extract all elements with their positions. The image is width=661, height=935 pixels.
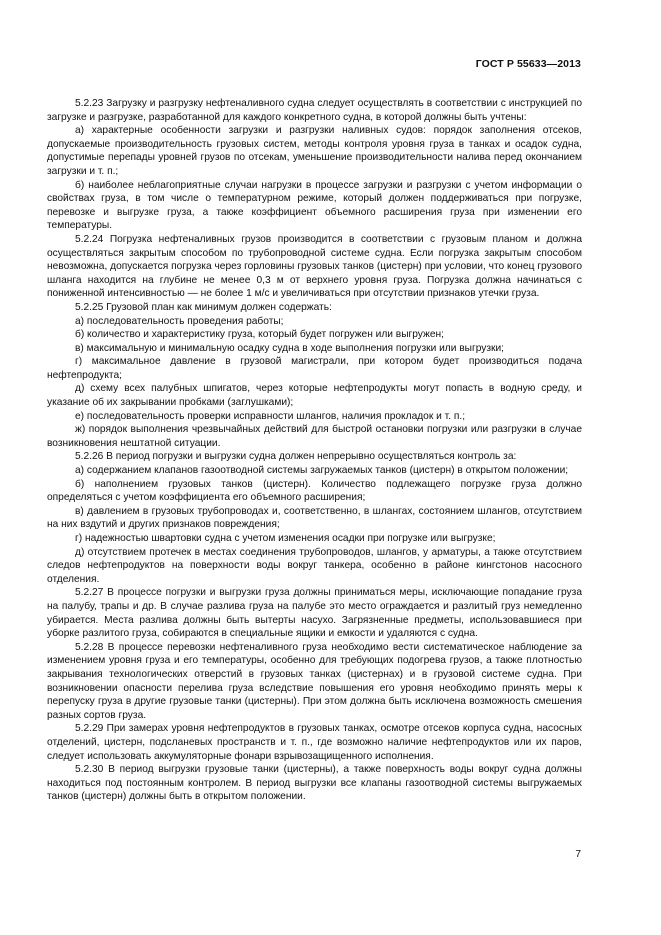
paragraph-5-2-26-d: д) отсутствием протечек в местах соединения трубопроводов, шлангов, у арматуры, а также отсутствием следов нефтепродуктов на поверхности воды вокруг танкера, особенно в районе кингстонов насосного отделения. <box>47 546 582 585</box>
paragraph-5-2-25-v: в) максимальную и минимальную осадку судна в ходе выполнения погрузки или выгрузки; <box>75 342 504 354</box>
paragraph-5-2-27: 5.2.27 В процессе погрузки и выгрузки груза должны приниматься меры, исключающие попадание груза на палубу, трапы и др. В случае разлива груза на палубе это место ограждается и разлитый груз немедленно убирается. Места разлива должны быть вытерты насухо. Загрязненные предметы, использовавшиеся при уборке разлитого груза, собираются в специальные ящики и емкости и удаляются с судна. <box>47 587 582 640</box>
paragraph-5-2-26-g: г) надежностью швартовки судна с учетом изменения осадки при погрузке или выгрузке; <box>75 533 496 544</box>
paragraph-5-2-28: 5.2.28 В процессе перевозки нефтеналивного груза необходимо вести систематическое наблюдение за изменением уровня груза и его температуры, особенно для требующих подогрева грузов, а также плотностью закрывания технологических отверстий в грузовых танках (цистернах) и в грузовой системе судна. При возникновении опасности перелива груза вследствие повышения его уровня необходимо принять меры к перепуску груза в другие грузовые танки (цистерны). При этом должна быть исключена возможность смешения разных сортов груза. <box>47 641 582 721</box>
page-number: 7 <box>575 849 581 860</box>
paragraph-5-2-25-zh: ж) порядок выполнения чрезвычайных действий для быстрой остановки погрузки или разгрузки в случае возникновения нештатной ситуации. <box>47 424 582 449</box>
paragraph-5-2-25-b: б) количество и характеристику груза, который будет погружен или выгружен; <box>75 329 444 341</box>
paragraph-5-2-24: 5.2.24 Погрузка нефтеналивных грузов производится в соответствии с грузовым планом и должна осуществляться закрытым способом по трубопроводной системе судна. Если погрузка закрытым способом невозможна, допускается погрузка через горловины грузовых танков (цистерн) при условии, что конец грузового шланга находится на глубине не менее 0,3 м от верхнего уровня груза. Погрузка должна начинаться с пониженной интенсивностью — не более 1 м/с и увеличиваться при отсутствии признаков утечки груза. <box>47 233 582 300</box>
paragraph-5-2-25-d: д) схему всех палубных шпигатов, через которые нефтепродукты могут попасть в водную среду, и указание об их закрывании пробками (заглушками); <box>47 383 582 409</box>
paragraph-5-2-23: 5.2.23 Загрузку и разгрузку нефтеналивного судна следует осуществлять в соответствии с инструкцией по загрузке и разгрузке, разработанной для каждого конкретного судна, в которой должны быть учтены: <box>47 98 582 123</box>
paragraph-5-2-26-v: в) давлением в грузовых трубопроводах и, соответственно, в шлангах, состоянием шлангов, отсутствием на них вздутий и других признаков повреждения; <box>47 505 582 531</box>
paragraph-5-2-23-a: а) характерные особенности загрузки и разгрузки наливных судов: порядок заполнения отсеков, допускаемые производительность грузовых систем, методы контроля уровня груза в танках и осадок судна, допустимые перепады уровней грузов по отсекам, уменьшение производительности налива перед окончанием загрузки и т. п.; <box>47 125 582 177</box>
body-text <box>47 97 582 804</box>
paragraph-5-2-25: 5.2.25 Грузовой план как минимум должен содержать: <box>75 301 332 313</box>
standard-header: ГОСТ Р 55633—2013 <box>475 58 581 70</box>
paragraph-5-2-25-a: а) последовательность проведения работы; <box>75 315 284 327</box>
paragraph-5-2-25-g: г) максимальное давление в грузовой магистрали, при котором будет производиться подача нефтепродукта; <box>47 356 582 381</box>
paragraph-5-2-29: 5.2.29 При замерах уровня нефтепродуктов в грузовых танках, осмотре отсеков корпуса судна, насосных отделений, цистерн, подсланевых пространств и т. п., где возможно наличие нефтепродуктов или их паров, следует использовать аккумуляторные фонари взрывозащищенного исполнения. <box>47 723 582 762</box>
paragraph-5-2-25-e: е) последовательность проверки исправности шлангов, наличия прокладок и т. п.; <box>75 410 466 422</box>
paragraph-5-2-26-b: б) наполнением грузовых танков (цистерн). Количество подлежащего погрузке груза должно определяться с учетом коэффициента его объемного расширения; <box>47 478 582 504</box>
paragraph-5-2-26: 5.2.26 В период погрузки и выгрузки судна должен непрерывно осуществляться контроль за: <box>75 451 517 463</box>
paragraph-5-2-30: 5.2.30 В период выгрузки грузовые танки (цистерны), а также поверхность воды вокруг судна должны находиться под постоянным контролем. В период выгрузки все клапаны газоотводной системы выгружаемых танков (цистерн) должны быть в открытом положении. <box>47 764 582 803</box>
paragraph-5-2-23-b: б) наиболее неблагоприятные случаи нагрузки в процессе загрузки и разгрузки с учетом информации о свойствах груза, в том числе о температурном режиме, который должен поддерживаться при погрузке, перевозке и выгрузке груза, а также коэффициент объемного расширения груза при изменении его температуры. <box>47 179 582 232</box>
paragraph-5-2-26-a: а) содержанием клапанов газоотводной системы загружаемых танков (цистерн) в открытом положении; <box>75 465 569 477</box>
